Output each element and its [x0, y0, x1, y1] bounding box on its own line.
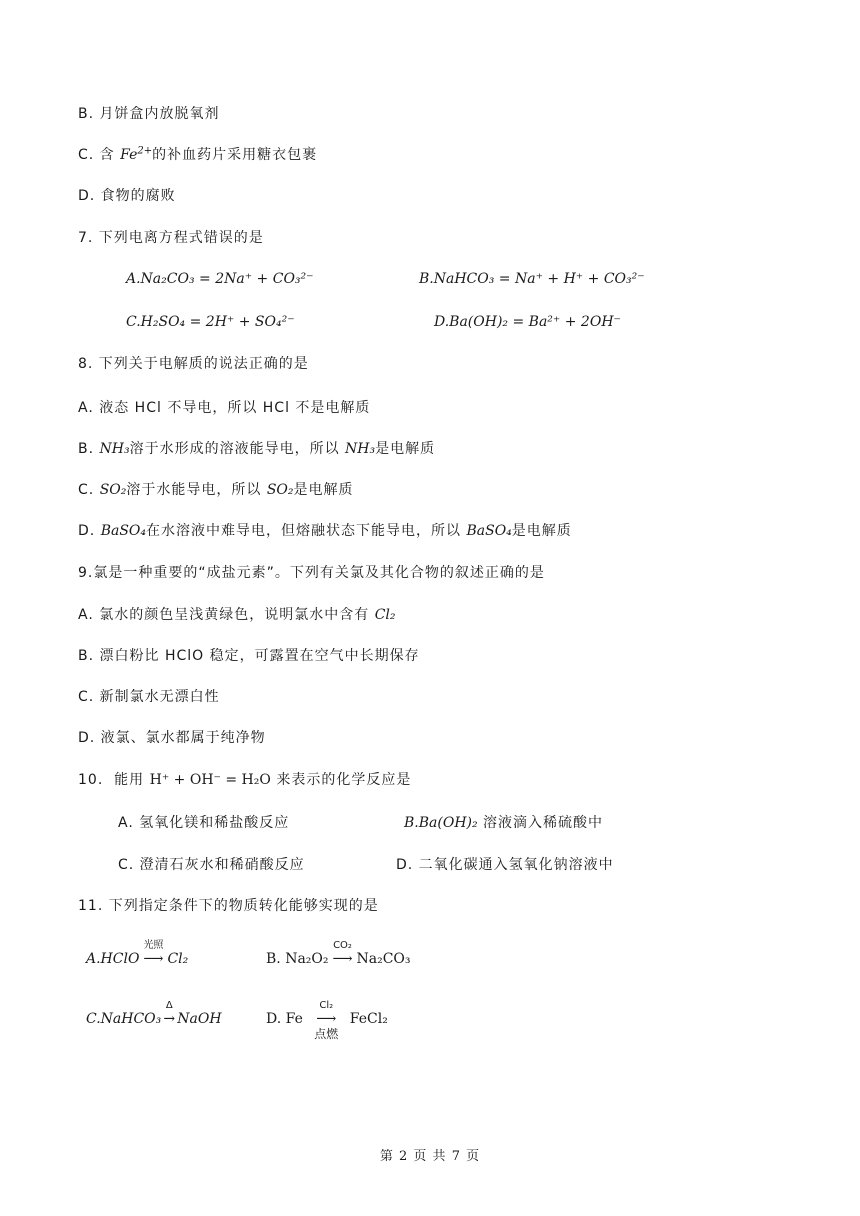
barium-hydroxide-formula: B.Ba(OH)₂	[404, 815, 478, 831]
q8-option-d: D. BaSO₄在水溶液中难导电，但熔融状态下能导电，所以 BaSO₄是电解质	[78, 523, 572, 539]
q7-option-c: C.H₂SO₄ = 2H⁺ + SO₄²⁻	[126, 314, 295, 330]
reaction-arrow: Δ →	[161, 1009, 177, 1029]
q11-stem: 11. 下列指定条件下的物质转化能够实现的是	[78, 898, 379, 914]
reaction-arrow: CO₂ ⟶	[329, 949, 357, 969]
q9-stem: 9.氯是一种重要的“成盐元素”。下列有关氯及其化合物的叙述正确的是	[78, 565, 545, 581]
q9-option-c: C. 新制氯水无漂白性	[78, 689, 220, 705]
q7-option-d: D.Ba(OH)₂ = Ba²⁺ + 2OH⁻	[434, 314, 621, 330]
q8-stem: 8. 下列关于电解质的说法正确的是	[78, 356, 309, 372]
q6-option-c	[78, 145, 317, 165]
condition-ignite: 点燃	[314, 1027, 339, 1041]
q6-option-d: D. 食物的腐败	[78, 188, 176, 204]
barium-sulfate-formula: BaSO₄	[466, 523, 512, 539]
q11-option-c: C.NaHCO₃ Δ → NaOH	[86, 1009, 222, 1029]
condition-light: 光照	[143, 940, 164, 951]
q6-option-b: B. 月饼盒内放脱氧剂	[78, 106, 220, 122]
q6-option-c-ion: $Fe^{2+}$	[120, 145, 153, 163]
q11-option-b: B. Na₂O₂ CO₂ ⟶ Na₂CO₃	[266, 949, 411, 969]
condition-co2: CO₂	[333, 940, 352, 951]
sulfur-dioxide-formula: SO₂	[266, 482, 294, 498]
q7-stem: 7. 下列电离方程式错误的是	[78, 230, 264, 246]
q9-option-d: D. 液氯、氯水都属于纯净物	[78, 730, 266, 746]
ammonia-formula: NH₃	[345, 441, 376, 457]
q10-equation: H⁺ + OH⁻ = H₂O	[149, 772, 271, 788]
q6-option-c-text: 的补血药片采用糖衣包裹	[152, 147, 318, 163]
barium-sulfate-formula: BaSO₄	[100, 523, 147, 539]
q10-option-a: A. 氢氧化镁和稀盐酸反应	[118, 815, 290, 831]
q7-option-b: B.NaHCO₃ = Na⁺ + H⁺ + CO₃²⁻	[419, 271, 645, 287]
q6-option-c-prefix: C. 含	[78, 147, 121, 163]
page-footer: 第 2 页 共 7 页	[379, 1149, 481, 1164]
q10-option-c: C. 澄清石灰水和稀硝酸反应	[118, 857, 305, 873]
q10-option-b: B.Ba(OH)₂ 溶液滴入稀硫酸中	[404, 815, 604, 831]
q7-option-a: A.Na₂CO₃ = 2Na⁺ + CO₃²⁻	[126, 271, 314, 287]
condition-heat: Δ	[165, 1000, 173, 1011]
ammonia-formula: NH₃	[99, 441, 130, 457]
q11-option-d: D. Fe Cl₂ ⟶ 点燃 FeCl₂	[266, 1009, 388, 1029]
q8-option-a: A. 液态 HCl 不导电，所以 HCl 不是电解质	[78, 400, 371, 416]
q10-stem: 10. 能用 H⁺ + OH⁻ = H₂O 来表示的化学反应是	[78, 772, 412, 788]
q10-option-d: D. 二氧化碳通入氢氧化钠溶液中	[396, 857, 614, 873]
q11-option-a: A.HClO 光照 ⟶ Cl₂	[86, 949, 188, 969]
q9-option-a: A. 氯水的颜色呈浅黄绿色，说明氯水中含有 Cl₂	[78, 607, 396, 623]
condition-chlorine: Cl₂	[319, 1000, 334, 1011]
q8-option-c: C. SO₂溶于水能导电，所以 SO₂是电解质	[78, 482, 354, 498]
q10-number: 10.	[78, 772, 104, 788]
arrow-line: ⟶	[316, 1011, 337, 1027]
sulfur-dioxide-formula: SO₂	[99, 482, 127, 498]
reaction-arrow	[307, 1000, 345, 1041]
reaction-arrow: 光照 ⟶	[139, 949, 167, 969]
chlorine-formula: Cl₂	[374, 607, 396, 623]
q8-option-b: B. NH₃溶于水形成的溶液能导电，所以 NH₃是电解质	[78, 441, 436, 457]
q9-option-b: B. 漂白粉比 HClO 稳定，可露置在空气中长期保存	[78, 648, 420, 664]
